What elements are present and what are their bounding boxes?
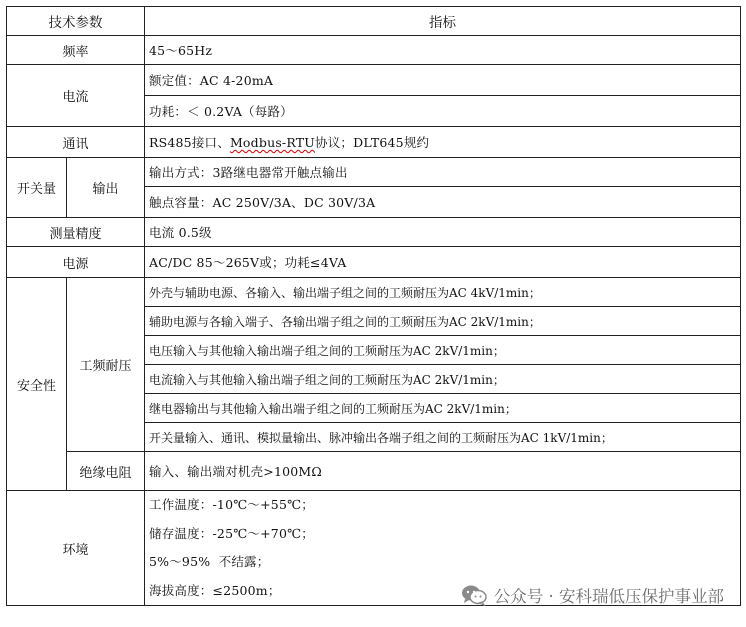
header-param: 技术参数 [7, 7, 145, 36]
row-switch-mode [7, 158, 741, 187]
label-accuracy: 测量精度 [7, 218, 145, 247]
env-item: 储存温度：-25℃～+70℃； [149, 525, 314, 541]
label-comm: 通讯 [7, 127, 145, 158]
label-insulation: 绝缘电阻 [67, 452, 145, 491]
value-frequency: 45～65Hz [145, 36, 741, 65]
value-accuracy: 电流 0.5级 [145, 218, 741, 247]
watermark [461, 583, 724, 607]
row-power [7, 247, 741, 278]
env-item: 5%～95% 不结露； [149, 554, 270, 570]
withstand-item: 外壳与辅助电源、各输入、输出端子组之间的工频耐压为AC 4kV/1min； [145, 278, 741, 307]
header-index: 指标 [145, 7, 741, 36]
comm-prefix: RS485接口、 [149, 135, 230, 150]
withstand-item: 开关量输入、通讯、模拟量输出、脉冲输出各端子组之间的工频耐压为AC 1kV/1min； [145, 423, 741, 452]
row-comm [7, 127, 741, 158]
value-switch-mode: 输出方式：3路继电器常开触点输出 [145, 158, 741, 187]
spec-table [6, 6, 741, 606]
row-frequency [7, 36, 741, 65]
withstand-item: 电流输入与其他输入输出端子组之间的工频耐压为AC 2kV/1min； [145, 365, 741, 394]
value-insulation: 输入、输出端对机壳>100MΩ [145, 452, 741, 491]
row-current-rated [7, 65, 741, 96]
row-insulation [7, 452, 741, 491]
withstand-item: 继电器输出与其他输入输出端子组之间的工频耐压为AC 2kV/1min； [145, 394, 741, 423]
value-switch-capacity: 触点容量：AC 250V/3A、DC 30V/3A [145, 187, 741, 218]
comm-modbus: Modbus-RTU [229, 135, 316, 150]
label-withstand: 工频耐压 [67, 278, 145, 452]
value-current-power: 功耗：＜ 0.2VA（每路） [145, 96, 741, 127]
label-switch-output: 输出 [67, 158, 145, 218]
wechat-icon [461, 584, 487, 606]
env-item: 工作温度：-10℃～+55℃； [149, 497, 314, 512]
label-env: 环境 [7, 491, 145, 606]
env-item: 海拔高度：≤2500m； [149, 582, 281, 598]
label-switch: 开关量 [7, 158, 67, 218]
value-current-rated: 额定值：AC 4-20mA [145, 65, 741, 96]
withstand-item: 电压输入与其他输入输出端子组之间的工频耐压为AC 2kV/1min； [145, 336, 741, 365]
comm-suffix: 协议；DLT645规约 [315, 135, 430, 150]
row-withstand-1 [7, 278, 741, 307]
label-safety: 安全性 [7, 278, 67, 491]
label-frequency: 频率 [7, 36, 145, 65]
value-power: AC/DC 85～265V或；功耗≤4VA [145, 247, 741, 278]
row-accuracy [7, 218, 741, 247]
header-row [7, 7, 741, 36]
label-current: 电流 [7, 65, 145, 127]
watermark-text: 公众号 · 安科瑞低压保护事业部 [493, 587, 724, 606]
withstand-item: 辅助电源与各输入端子、各输出端子组之间的工频耐压为AC 2kV/1min； [145, 307, 741, 336]
value-comm [145, 127, 741, 158]
label-power: 电源 [7, 247, 145, 278]
